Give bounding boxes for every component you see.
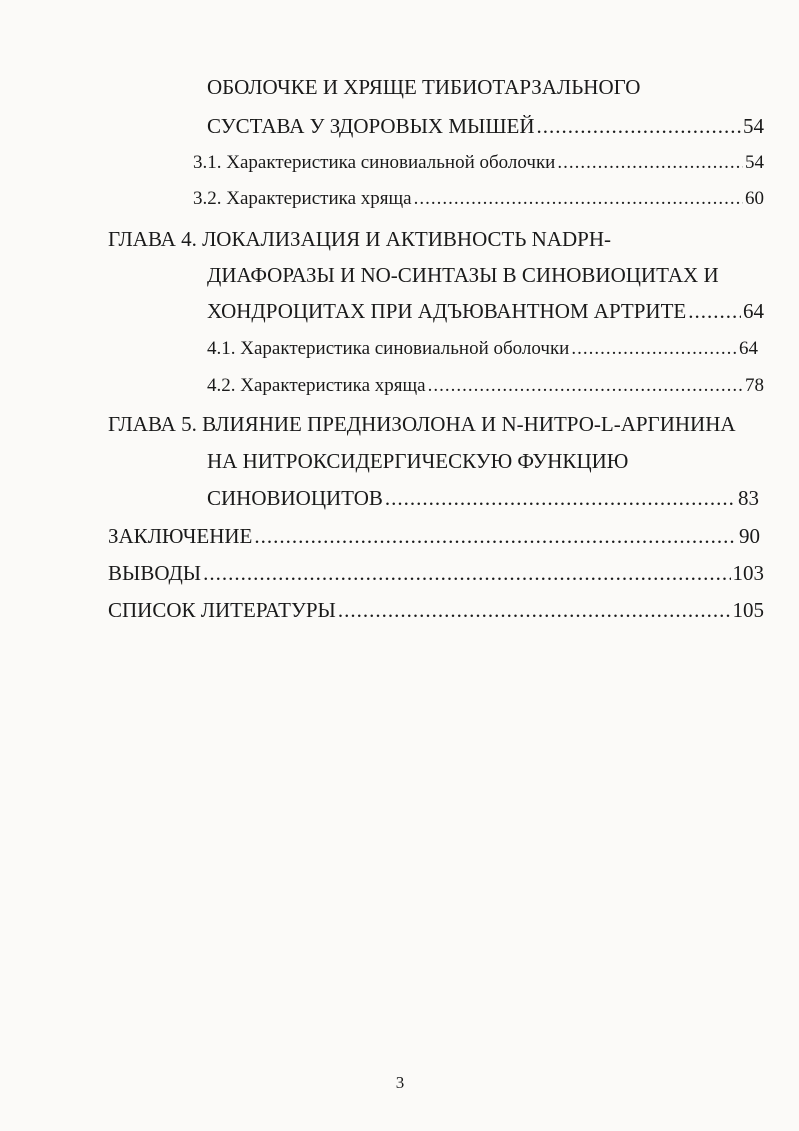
toc-entry-text: ГЛАВА 4. ЛОКАЛИЗАЦИЯ И АКТИВНОСТЬ NADPH- (108, 227, 611, 251)
toc-page-number: 54 (743, 114, 764, 138)
toc-dot-leader (537, 111, 742, 141)
toc-dot-leader (385, 483, 736, 513)
toc-line (207, 446, 628, 476)
toc-entry-text: СУСТАВА У ЗДОРОВЫХ МЫШЕЙ (207, 114, 535, 138)
toc-dot-leader (338, 595, 731, 625)
toc-page-number: 64 (739, 338, 758, 359)
toc-line (108, 409, 736, 439)
toc-entry-text: ВЫВОДЫ (108, 561, 202, 585)
toc-page-number: 64 (743, 299, 764, 323)
toc-line (207, 72, 640, 102)
toc-page-number: 60 (745, 188, 764, 209)
toc-entry-text: ЗАКЛЮЧЕНИЕ (108, 524, 253, 548)
toc-dot-leader (414, 184, 743, 214)
toc-line (207, 296, 764, 326)
toc-dot-leader (571, 334, 737, 364)
toc-line (108, 558, 764, 588)
toc-line (207, 260, 719, 290)
toc-page-number: 83 (738, 486, 759, 510)
toc-dot-leader (254, 521, 737, 551)
toc-entry-text: СПИСОК ЛИТЕРАТУРЫ (108, 598, 336, 622)
toc-page-number: 103 (732, 561, 764, 585)
toc-line (207, 483, 759, 513)
toc-page-number: 90 (739, 524, 760, 548)
toc-entry-text: 4.1. Характеристика синовиальной оболочки (207, 338, 570, 359)
toc-entry-text: 3.2. Характеристика хряща (193, 188, 412, 209)
toc-entry-text: 3.1. Характеристика синовиальной оболочки (193, 152, 556, 173)
toc-page-number: 54 (745, 152, 764, 173)
toc-entry-text: ГЛАВА 5. ВЛИЯНИЕ ПРЕДНИЗОЛОНА И N-НИТРО-L-АРГИНИНА (108, 412, 736, 436)
toc-line (108, 595, 764, 625)
toc-dot-leader (557, 148, 743, 178)
toc-dot-leader (203, 558, 730, 588)
toc-entry-text: 4.2. Характеристика хряща (207, 375, 426, 396)
toc-line (193, 184, 764, 214)
toc-line (193, 148, 764, 178)
toc-page-number: 105 (732, 598, 764, 622)
toc-page-number: 78 (745, 375, 764, 396)
toc-entry-text: ОБОЛОЧКЕ И ХРЯЩЕ ТИБИОТАРЗАЛЬНОГО (207, 75, 641, 99)
toc-line (207, 371, 764, 401)
toc-line (207, 334, 758, 364)
toc-line (108, 521, 760, 551)
page-number: 3 (395, 1073, 405, 1092)
toc-line (207, 111, 764, 141)
toc-dot-leader (688, 296, 741, 326)
toc-line (108, 224, 611, 254)
toc-dot-leader (428, 371, 743, 401)
toc-entry-text: НА НИТРОКСИДЕРГИЧЕСКУЮ ФУНКЦИЮ (207, 449, 629, 473)
toc-entry-text: ДИАФОРАЗЫ И NO-СИНТАЗЫ В СИНОВИОЦИТАХ И (207, 263, 719, 287)
toc-entry-text: СИНОВИОЦИТОВ (207, 486, 383, 510)
toc-entry-text: ХОНДРОЦИТАХ ПРИ АДЪЮВАНТНОМ АРТРИТЕ (207, 299, 687, 323)
